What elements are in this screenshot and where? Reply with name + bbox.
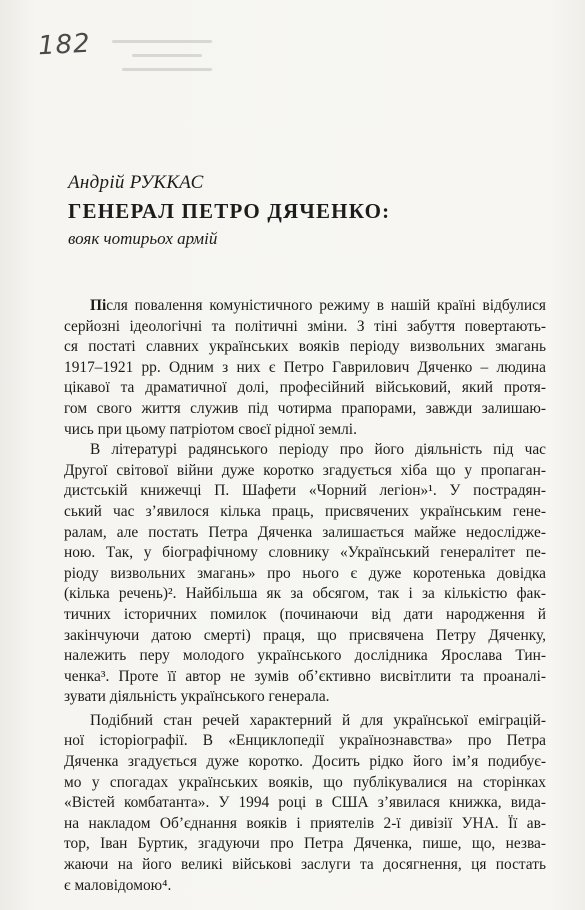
text-line: «Вістей комбатанта». У 1994 році в США з’явилася книжка, вида- — [64, 794, 546, 812]
text-line: ної історіографії. В «Енциклопедії українознавства» про Петра — [64, 732, 546, 750]
text-line: чись при цьому патріотом своєї рідної землі. — [64, 420, 357, 438]
handwritten-page-number: 182 — [37, 28, 92, 62]
text-line: (кілька речень)². Найбільша як за обсягом, так і за кількістю фак- — [64, 585, 546, 603]
text-line: є маловідомою⁴. — [64, 876, 172, 894]
bleed-through-marks — [112, 40, 222, 82]
text-line: ною. Так, у біографічному словнику «Український генералітет пе- — [64, 544, 546, 562]
text-line: Дяченка згадується дуже коротко. Досить рідко його ім’я подибує- — [64, 753, 546, 771]
text-line: мо у спогадах українських вояків, що публікувалися на сторінках — [64, 773, 546, 791]
text-line: ченка³. Проте її автор не зумів об’єктивно висвітлити та проаналі- — [64, 667, 546, 685]
text-line: ралам, але постать Петра Дяченка залишається майже недосліджe- — [64, 523, 546, 541]
text-line: серйозні ідеологічні та політичні зміни. З тіні забуття повертають- — [64, 317, 546, 335]
article-body — [64, 296, 546, 896]
text-line: закінчуючи датою смерті) праця, що присвячена Петру Дяченку, — [64, 626, 546, 644]
text-line: 1917–1921 рр. Одним з них є Петро Гаврилович Дяченко – людина — [64, 358, 546, 376]
text-line: зувати діяльність українського генерала. — [64, 688, 330, 706]
article-title: ГЕНЕРАЛ ПЕТРО ДЯЧЕНКО: — [68, 199, 391, 223]
text-line: Подібний стан речей характерний й для української еміграцій- — [90, 711, 546, 729]
text-line: Другої світової війни дуже коротко згадується хіба що у пропаган- — [64, 461, 546, 479]
article-subtitle: вояк чотирьох армій — [68, 229, 218, 248]
text-line: цікавої та драматичної долі, професійний військовий, який протя- — [64, 379, 546, 397]
text-line: тор, Іван Буртик, згадуючи про Петра Дяченка, пише, що, незва- — [64, 835, 546, 853]
text-line: В літературі радянського періоду про його діяльність під час — [90, 441, 546, 459]
text-line: жаючи на його великі військові заслуги та досягнення, ця постать — [64, 856, 546, 874]
author-name: Андрій РУККАС — [68, 172, 204, 193]
text-line: ся постаті славних українських вояків періоду визвольних змагань — [64, 338, 546, 356]
text-line: ріоду визвольних змагань» про нього є дуже коротенька довідка — [64, 564, 546, 582]
text-line: належить перу молодого українського дослідника Ярослава Тин- — [64, 647, 546, 665]
text-line: гом свого життя служив під чотирма прапорами, завжди залишаю- — [64, 399, 546, 417]
text-line: тичних історичних помилок (починаючи від дати народження й — [64, 605, 546, 623]
text-line: Після повалення комуністичного режиму в нашій країні відбулися — [90, 297, 546, 314]
text-line: дистській книжечці П. Шафети «Чорний легіон»¹. У пострадян- — [64, 482, 546, 500]
text-line: на накладом Об’єднання вояків і приятелів 2-ї дивізії УНА. Її ав- — [64, 814, 546, 832]
text-line: ський час з’явилося кілька праць, присвячених українським гене- — [64, 502, 546, 520]
paragraph-lead: Пі — [90, 297, 107, 314]
